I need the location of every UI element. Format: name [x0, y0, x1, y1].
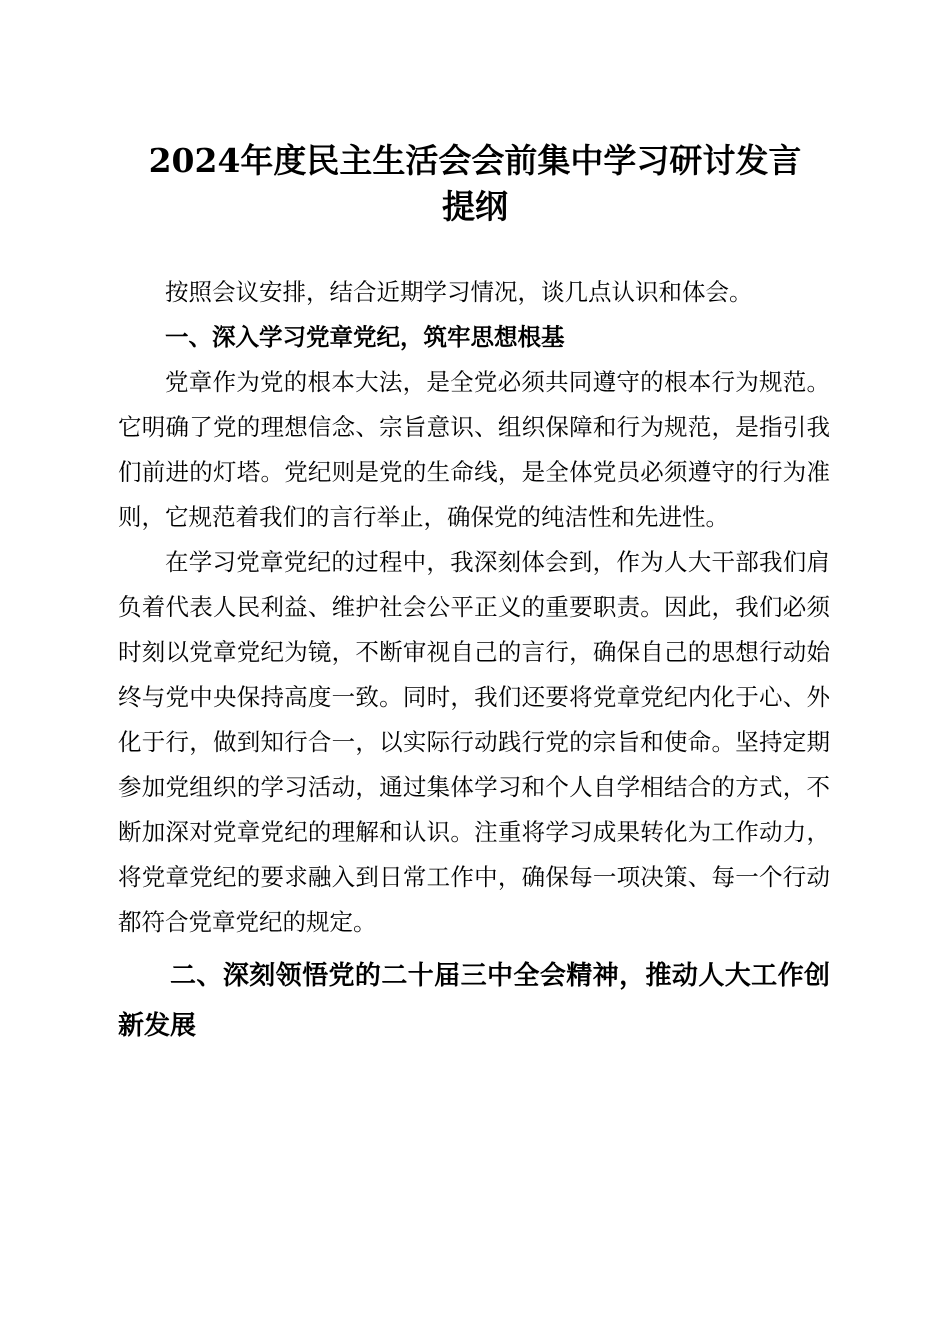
title-line-2: 提纲 [442, 187, 508, 226]
section-2-heading: 二、深刻领悟党的二十届三中全会精神，推动人大工作创新发展 [118, 961, 830, 1041]
section-1-paragraph-2: 在学习党章党纪的过程中，我深刻体会到，作为人大干部我们肩负着代表人民利益、维护社会公平正义的重要职责。因此，我们必须时刻以党章党纪为镜，不断审视自己的言行，确保自己的思想行动始终与党中央保持高度一致。同时，我们还要将党章党纪内化于心、外化于行，做到知行合一，以实际行动践行党的宗旨和使命。坚持定期参加党组织的学习活动，通过集体学习和个人自学相结合的方式，不断加深对党章党纪的理解和认识。注重将学习成果转化为工作动力，将党章党纪的要求融入到日常工作中，确保每一项决策、每一个行动都符合党章党纪的规定。 [118, 548, 830, 936]
section-1-paragraph-1: 党章作为党的根本大法，是全党必须共同遵守的根本行为规范。它明确了党的理想信念、宗旨意识、组织保障和行为规范，是指引我们前进的灯塔。党纪则是党的生命线，是全体党员必须遵守的行为准则，它规范着我们的言行举止，确保党的纯洁性和先进性。 [118, 368, 830, 531]
document-title [100, 138, 850, 230]
intro-paragraph: 按照会议安排，结合近期学习情况，谈几点认识和体会。 [165, 278, 753, 306]
document-body [118, 270, 830, 1051]
title-line-1: 2024年度民主生活会会前集中学习研讨发言 [148, 141, 802, 180]
section-1-heading: 一、深入学习党章党纪，筑牢思想根基 [165, 323, 565, 351]
